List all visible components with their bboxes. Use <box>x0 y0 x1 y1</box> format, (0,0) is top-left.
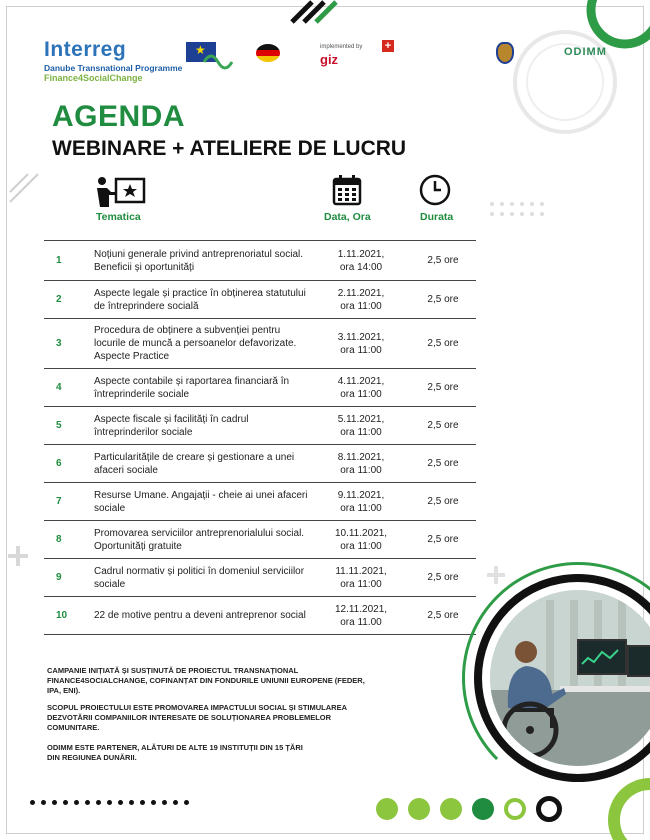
interreg-logo <box>44 38 182 83</box>
agenda-row <box>44 407 476 445</box>
session-number: 10 <box>56 610 68 621</box>
swiss-cross-icon: + <box>382 40 394 52</box>
footer-partner-text: ODIMM ESTE PARTENER, ALĂTURI DE ALTE 19 INSTITUȚII DIN 15 ȚĂRI DIN REGIUNEA DUNĂRII. <box>47 743 303 762</box>
session-date: 1.11.2021, <box>337 248 385 260</box>
session-topic: Cadrul normativ și politici în domeniul serviciilor sociale <box>94 565 305 590</box>
session-date: 9.11.2021, <box>337 489 385 501</box>
session-date-time <box>312 375 410 401</box>
session-time: ora 11:00 <box>340 578 382 590</box>
session-duration: 2,5 ore <box>427 338 459 349</box>
session-number: 1 <box>56 255 62 266</box>
session-date-time <box>312 451 410 477</box>
session-time: ora 11:00 <box>340 464 382 476</box>
session-date: 11.11.2021, <box>335 565 387 577</box>
session-date: 3.11.2021, <box>337 331 385 343</box>
session-number: 2 <box>56 294 62 305</box>
decorative-circles-row <box>376 796 562 822</box>
session-topic: 22 de motive pentru a deveni antreprenor social <box>94 610 306 621</box>
presentation-board-icon <box>96 176 146 208</box>
agenda-row <box>44 521 476 559</box>
decorative-corner-arc <box>596 766 650 840</box>
agenda-row <box>44 483 476 521</box>
session-time: ora 11:00 <box>340 540 382 552</box>
decorative-circle <box>440 798 462 820</box>
session-time: ora 11:00 <box>340 388 382 400</box>
programme-name: Danube Transnational Programme <box>44 63 183 73</box>
agenda-row <box>44 319 476 369</box>
moldova-coat-of-arms-icon <box>496 42 514 64</box>
decorative-dot-grid <box>490 202 544 216</box>
session-topic: Aspecte contabile și raportarea financiară în întreprinderile sociale <box>94 375 290 400</box>
session-number: 8 <box>56 534 62 545</box>
session-number: 7 <box>56 496 62 507</box>
session-duration: 2,5 ore <box>427 572 459 583</box>
session-date: 8.11.2021, <box>337 451 385 463</box>
calendar-icon <box>332 174 362 206</box>
session-time: ora 14:00 <box>339 261 383 273</box>
session-date: 10.11.2021, <box>334 527 388 539</box>
session-date-time <box>312 489 410 515</box>
column-header-date: Data, Ora <box>324 211 371 223</box>
project-name: Finance4SocialChange <box>44 73 143 83</box>
agenda-row <box>44 369 476 407</box>
session-date: 2.11.2021, <box>337 287 385 299</box>
partner-wave-logo-icon <box>202 48 236 70</box>
session-date-time <box>312 248 410 274</box>
odimm-logo: ODIMM <box>564 46 607 58</box>
session-time: ora 11:00 <box>340 426 382 438</box>
implemented-by-label: implemented by <box>320 44 363 50</box>
session-date: 4.11.2021, <box>337 375 385 387</box>
session-number: 9 <box>56 572 62 583</box>
session-topic: Aspecte legale și practice în obținerea statutului de întreprindere socială <box>94 287 306 312</box>
session-duration: 2,5 ore <box>427 458 459 469</box>
session-duration: 2,5 ore <box>427 382 459 393</box>
session-date: 5.11.2021, <box>337 413 385 425</box>
session-date-time <box>312 287 410 313</box>
decorative-circle <box>376 798 398 820</box>
decorative-circle <box>504 798 526 820</box>
footer-campaign-text: CAMPANIE INIȚIATĂ ȘI SUSȚINUTĂ DE PROIECTUL TRANSNAȚIONAL FINANCE4SOCIALCHANGE, COFINANȚAT DIN FONDURILE UNIUNII EUROPENE (FEDER, IPA, ENI). <box>47 666 365 695</box>
session-time: ora 11:00 <box>340 344 382 356</box>
session-duration: 2,5 ore <box>427 294 459 305</box>
agenda-row <box>44 281 476 319</box>
interreg-wordmark: Interreg <box>44 38 127 61</box>
session-topic: Promovarea serviciilor antreprenorialului social. Oportunități gratuite <box>94 527 305 552</box>
session-date-time <box>312 565 410 591</box>
decorative-circle <box>472 798 494 820</box>
agenda-row <box>44 559 476 597</box>
agenda-table <box>44 240 476 635</box>
session-duration: 2,5 ore <box>427 610 459 621</box>
session-time: ora 11.00 <box>340 616 382 628</box>
agenda-row <box>44 597 476 635</box>
decorative-circle <box>408 798 430 820</box>
session-duration: 2,5 ore <box>427 255 459 266</box>
session-topic: Noțiuni generale privind antreprenoriatul social. Beneficii și oportunități <box>94 248 304 273</box>
decorative-dots-row <box>30 800 189 805</box>
session-date-time <box>312 527 410 553</box>
session-number: 5 <box>56 420 62 431</box>
page-title: AGENDA <box>52 100 186 133</box>
session-date: 12.11.2021, <box>334 603 388 615</box>
session-date-time <box>312 331 410 357</box>
session-date-time <box>312 413 410 439</box>
session-time: ora 11:00 <box>340 300 382 312</box>
session-duration: 2,5 ore <box>427 534 459 545</box>
column-header-duration: Durata <box>420 211 454 223</box>
footer-purpose-text: SCOPUL PROIECTULUI ESTE PROMOVAREA IMPACTULUI SOCIAL ȘI STIMULAREA DEZVOTĂRII COMPANIILOR INTERESATE DE SOLUȚIONAREA PROBLEMELOR COMUNITARE. <box>47 703 347 732</box>
giz-logo: giz <box>320 52 339 67</box>
session-number: 3 <box>56 338 62 349</box>
session-time: ora 11:00 <box>340 502 382 514</box>
decorative-circle <box>536 796 562 822</box>
session-topic: Procedura de obținere a subvenției pentru locurile de muncă a persoanelor defavorizate. Aspecte Practice <box>94 325 297 362</box>
german-cooperation-logo-icon <box>256 44 280 62</box>
page-subtitle: WEBINARE + ATELIERE DE LUCRU <box>52 137 407 160</box>
session-topic: Particularitățile de creare și gestionare a unei afaceri sociale <box>94 451 295 476</box>
partner-logos <box>44 36 620 92</box>
clock-icon <box>419 174 451 206</box>
session-number: 4 <box>56 382 62 393</box>
session-date-time <box>312 603 410 629</box>
agenda-row <box>44 241 476 281</box>
session-topic: Resurse Umane. Angajații - cheie ai unei afaceri sociale <box>94 489 308 514</box>
session-duration: 2,5 ore <box>427 496 459 507</box>
session-topic: Aspecte fiscale și facilități în cadrul întreprinderilor sociale <box>94 413 249 438</box>
column-header-topic: Tematica <box>96 211 141 223</box>
agenda-row <box>44 445 476 483</box>
session-duration: 2,5 ore <box>427 420 459 431</box>
session-number: 6 <box>56 458 62 469</box>
